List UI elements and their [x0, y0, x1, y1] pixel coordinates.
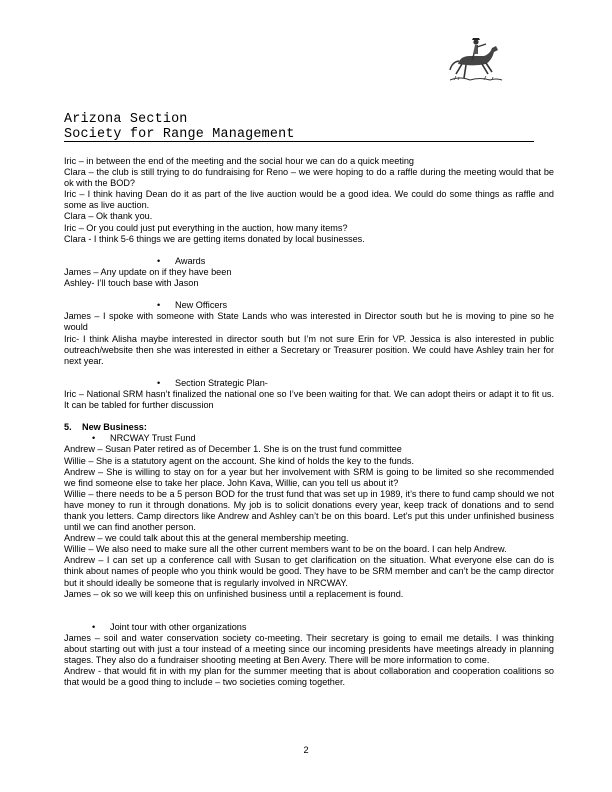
minutes-paragraph: Ashley- I’ll touch base with Jason: [64, 278, 199, 289]
bullet-dot-icon: •: [157, 377, 161, 388]
minutes-paragraph: Iric – I think having Dean do it as part of the live auction would be a good idea. We could do some things as raffle and some as live auction.: [64, 189, 554, 211]
bullet-dot-icon: •: [92, 621, 96, 632]
spacer: [64, 411, 554, 422]
minutes-paragraph: Iric – Or you could just put everything in the auction, how many items?: [64, 222, 348, 233]
topic-bullet: [64, 622, 554, 633]
minutes-paragraph: Andrew – we could talk about this at the general membership meeting.: [64, 533, 349, 544]
minutes-paragraph: Andrew – Susan Pater retired as of December 1. She is on the trust fund committee: [64, 444, 402, 455]
minutes-paragraph: Andrew - that would fit in with my plan for the summer meeting that is about collaboration and cooperation coalitions so that would be a good thing to include – two societies coming together.: [64, 666, 554, 688]
minutes-paragraph: Andrew – I can set up a conference call with Susan to get clarification on the situation. What everyone else can do is think about names of people who you think would be good. They have to be SRM member and can’t be the camp director but it should ideally be someone that is regularly involved in NRCWAY.: [64, 555, 554, 588]
minutes-paragraph: James – Any update on if they have been: [64, 266, 232, 277]
topic-heading: Awards: [175, 255, 206, 266]
topic-bullet: [64, 378, 554, 389]
section-title: New Business:: [82, 422, 147, 433]
bullet-dot-icon: •: [92, 433, 96, 444]
topic-heading: NRCWAY Trust Fund: [110, 433, 196, 444]
topic-heading: New Officers: [175, 300, 228, 311]
spacer: [64, 367, 554, 378]
topic-bullet: [64, 256, 554, 267]
minutes-paragraph: Willie – She is a statutory agent on the account. She kind of holds the key to the funds.: [64, 455, 415, 466]
minutes-paragraph: James – ok so we will keep this on unfinished business until a replacement is found.: [64, 588, 404, 599]
minutes-paragraph: Clara - I think 5-6 things we are getting items donated by local businesses.: [64, 233, 365, 244]
topic-heading: Joint tour with other organizations: [110, 621, 247, 632]
spacer: [64, 611, 554, 622]
bullet-dot-icon: •: [157, 300, 161, 311]
minutes-paragraph: Iric – National SRM hasn’t finalized the national one so I’ve been waiting for that. We can adopt theirs or adapt it to fit us. It can be tabled for further discussion: [64, 388, 554, 411]
minutes-body: [64, 156, 554, 689]
minutes-paragraph: Clara – Ok thank you.: [64, 211, 153, 222]
spacer: [64, 289, 554, 300]
section-number: 5.: [64, 422, 72, 433]
bullet-dot-icon: •: [157, 255, 161, 266]
horse-rider-logo-icon: [446, 34, 504, 84]
topic-bullet: [64, 433, 554, 444]
topic-heading: Section Strategic Plan-: [175, 377, 268, 388]
minutes-paragraph: Willie – there needs to be a 5 person BOD for the trust fund that was set up in 1989, it’s there to fund camp should we not have money to run it through donations. My job is to solicit donations every year, keep track of donations and to send thank you letters. Camp directors like Andrew and Ashley can’t be on this board. Let’s put this under unfinished business until we can find another person.: [64, 488, 554, 533]
minutes-paragraph: Iric – in between the end of the meeting and the social hour we can do a quick meeting: [64, 156, 415, 166]
minutes-paragraph: Clara – the club is still trying to do fundraising for Reno – we were hoping to do a raffle during the meeting would that be ok with the BOD?: [64, 167, 554, 189]
header-org-line2: Society for Range Management: [64, 127, 295, 142]
minutes-paragraph: Andrew – She is willing to stay on for a year but her involvement with SRM is going to be limited so she recommended we find someone else to take her place. John Kava, Willie, can you tell us about it?: [64, 466, 554, 488]
spacer: [64, 245, 554, 256]
minutes-paragraph: James – I spoke with someone with State Lands who was interested in Director south but he is moving to pine so he would: [64, 311, 554, 333]
spacer: [64, 600, 554, 611]
page-number: 2: [303, 745, 309, 755]
header-org-line1: Arizona Section: [64, 112, 188, 127]
header-rule: [64, 141, 534, 142]
minutes-paragraph: Willie – We also need to make sure all the other current members want to be on the board. I can help Andrew.: [64, 544, 507, 555]
minutes-paragraph: James – soil and water conservation society co-meeting. Their secretary is going to email me details. I was thinking about starting out with just a tour instead of a meeting since our incoming presidents have meetings already in planning stages. They also do a fundraiser shooting meeting at Ben Avery. There will be more information to come.: [64, 633, 554, 666]
minutes-paragraph: Iric- I think Alisha maybe interested in director south but I’m not sure Erin for VP. Jessica is also interested in public outreach/website then she was interested in either a Secretary or Treasurer position. We could have Ashley train her for next year.: [64, 333, 554, 366]
section-heading: [64, 422, 554, 433]
topic-bullet: [64, 300, 554, 311]
